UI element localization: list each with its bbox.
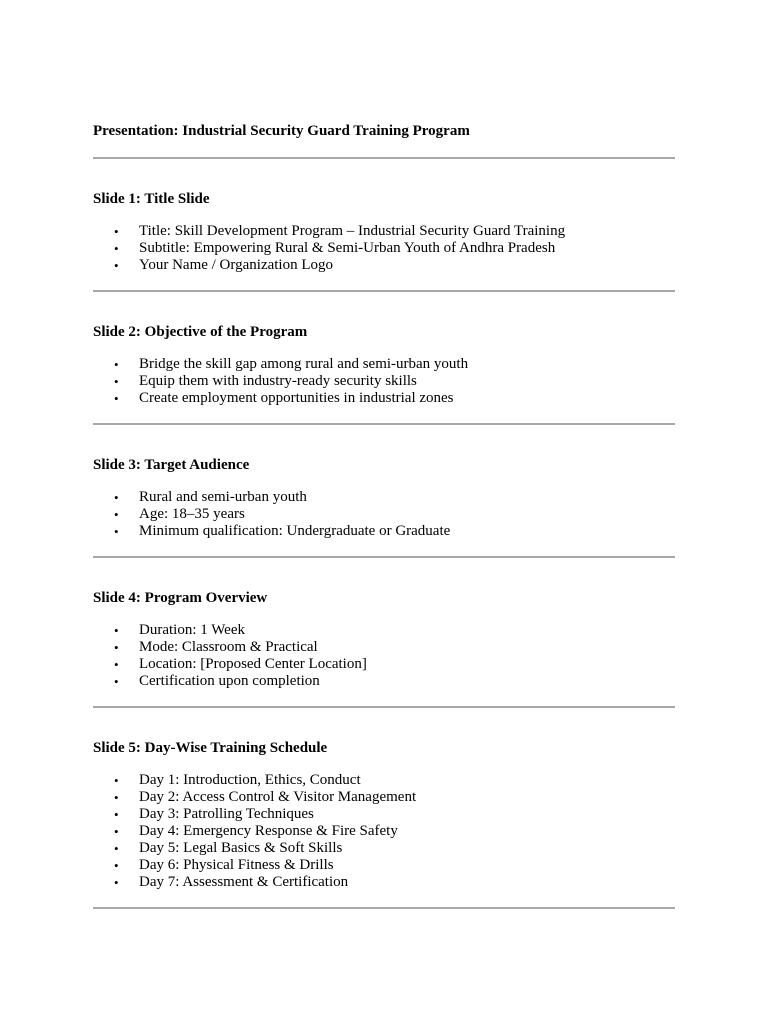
slide-section-4 <box>93 558 675 708</box>
list-item-text: Day 2: Access Control & Visitor Management <box>139 789 417 805</box>
list-item <box>93 506 675 523</box>
list-item <box>93 874 675 891</box>
list-item-text: Minimum qualification: Undergraduate or Graduate <box>139 523 451 539</box>
list-item-text: Day 1: Introduction, Ethics, Conduct <box>139 772 361 788</box>
list-item-text: Day 5: Legal Basics & Soft Skills <box>139 840 343 856</box>
list-item-text: Create employment opportunities in industrial zones <box>139 390 454 406</box>
bullet-icon: • <box>114 241 119 256</box>
list-item-text: Duration: 1 Week <box>139 622 245 638</box>
list-item <box>93 772 675 789</box>
section-divider <box>93 907 675 909</box>
list-item <box>93 390 675 407</box>
document-content <box>93 122 675 909</box>
list-item-text: Rural and semi-urban youth <box>139 489 307 505</box>
slide-section-3 <box>93 425 675 558</box>
slide-section-5 <box>93 708 675 909</box>
list-item <box>93 257 675 274</box>
bullet-list <box>93 223 675 274</box>
bullet-icon: • <box>114 524 119 539</box>
bullet-list <box>93 772 675 891</box>
list-item <box>93 806 675 823</box>
bullet-icon: • <box>114 858 119 873</box>
list-item <box>93 639 675 656</box>
list-item <box>93 857 675 874</box>
section-heading: Slide 2: Objective of the Program <box>93 324 308 340</box>
list-item-text: Subtitle: Empowering Rural & Semi-Urban Youth of Andhra Pradesh <box>139 240 556 256</box>
slide-section-1 <box>93 159 675 292</box>
list-item <box>93 523 675 540</box>
section-heading: Slide 3: Target Audience <box>93 457 250 473</box>
bullet-icon: • <box>114 623 119 638</box>
bullet-icon: • <box>114 824 119 839</box>
list-item <box>93 840 675 857</box>
list-item-text: Day 4: Emergency Response & Fire Safety <box>139 823 398 839</box>
list-item <box>93 673 675 690</box>
list-item-text: Bridge the skill gap among rural and semi-urban youth <box>139 356 469 372</box>
bullet-icon: • <box>114 657 119 672</box>
bullet-icon: • <box>114 790 119 805</box>
bullet-icon: • <box>114 640 119 655</box>
bullet-icon: • <box>114 258 119 273</box>
bullet-icon: • <box>114 357 119 372</box>
section-heading: Slide 4: Program Overview <box>93 590 268 606</box>
bullet-icon: • <box>114 674 119 689</box>
bullet-icon: • <box>114 391 119 406</box>
list-item <box>93 656 675 673</box>
list-item <box>93 240 675 257</box>
list-item-text: Your Name / Organization Logo <box>139 257 334 273</box>
list-item-text: Day 3: Patrolling Techniques <box>139 806 314 822</box>
bullet-icon: • <box>114 841 119 856</box>
list-item <box>93 356 675 373</box>
section-heading: Slide 5: Day-Wise Training Schedule <box>93 740 328 756</box>
list-item <box>93 373 675 390</box>
bullet-list <box>93 489 675 540</box>
list-item <box>93 223 675 240</box>
bullet-icon: • <box>114 224 119 239</box>
bullet-list <box>93 356 675 407</box>
list-item-text: Day 7: Assessment & Certification <box>139 874 349 890</box>
bullet-icon: • <box>114 773 119 788</box>
list-item <box>93 789 675 806</box>
list-item-text: Location: [Proposed Center Location] <box>139 656 367 672</box>
bullet-list <box>93 622 675 690</box>
list-item-text: Equip them with industry-ready security skills <box>139 373 417 389</box>
bullet-icon: • <box>114 507 119 522</box>
section-heading: Slide 1: Title Slide <box>93 191 210 207</box>
list-item-text: Mode: Classroom & Practical <box>139 639 318 655</box>
bullet-icon: • <box>114 374 119 389</box>
list-item-text: Day 6: Physical Fitness & Drills <box>139 857 334 873</box>
bullet-icon: • <box>114 807 119 822</box>
document-title: Presentation: Industrial Security Guard Training Program <box>93 123 470 139</box>
list-item <box>93 489 675 506</box>
list-item-text: Certification upon completion <box>139 673 320 689</box>
bullet-icon: • <box>114 490 119 505</box>
list-item <box>93 622 675 639</box>
bullet-icon: • <box>114 875 119 890</box>
list-item-text: Age: 18–35 years <box>139 506 245 522</box>
slide-section-2 <box>93 292 675 425</box>
list-item-text: Title: Skill Development Program – Industrial Security Guard Training <box>139 223 566 239</box>
list-item <box>93 823 675 840</box>
